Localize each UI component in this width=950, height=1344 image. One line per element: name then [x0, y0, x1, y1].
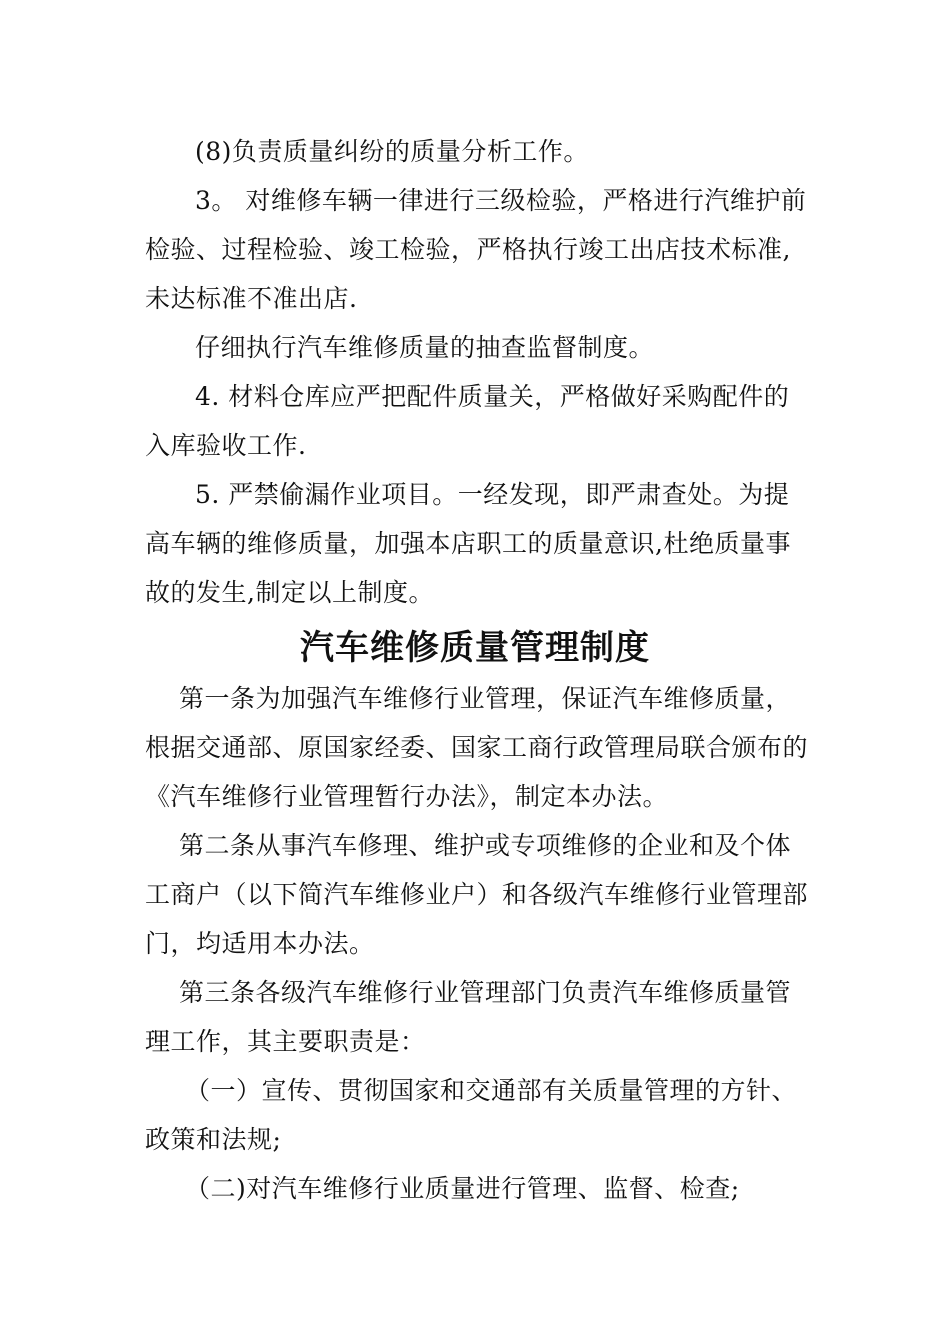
paragraph-quality-dispute: (8)负责质量纠纷的质量分析工作。: [195, 137, 589, 166]
duty-item-two: （二)对汽车维修行业质量进行管理、监督、检查;: [185, 1174, 740, 1203]
article-two: 第二条从事汽车修理、维护或专项维修的企业和及个体工商户（以下简汽车维修业户）和各级汽车维修行业管理部门，均适用本办法。: [145, 831, 809, 958]
paragraph-spot-check: 仔细执行汽车维修质量的抽查监督制度。: [195, 333, 655, 362]
paragraph-prohibit-omission: 5. 严禁偷漏作业项目。一经发现，即严肃查处。为提高车辆的维修质量，加强本店职工的质量意识,杜绝质量事故的发生,制定以上制度。: [145, 480, 791, 607]
article-one: 第一条为加强汽车维修行业管理，保证汽车维修质量，根据交通部、原国家经委、国家工商行政管理局联合颁布的《汽车维修行业管理暂行办法》，制定本办法。: [145, 684, 809, 811]
duty-item-one: （一）宣传、贯彻国家和交通部有关质量管理的方针、政策和法规;: [145, 1076, 798, 1154]
paragraph-warehouse: 4. 材料仓库应严把配件质量关，严格做好采购配件的入库验收工作.: [145, 382, 790, 460]
document-title: 汽车维修质量管理制度: [300, 628, 650, 668]
article-three: 第三条各级汽车维修行业管理部门负责汽车维修质量管理工作，其主要职责是：: [145, 978, 792, 1056]
paragraph-three-level-inspection: 3。 对维修车辆一律进行三级检验，严格进行汽维护前检验、过程检验、竣工检验，严格执行竣工出店技术标准,未达标准不准出店.: [145, 186, 807, 313]
